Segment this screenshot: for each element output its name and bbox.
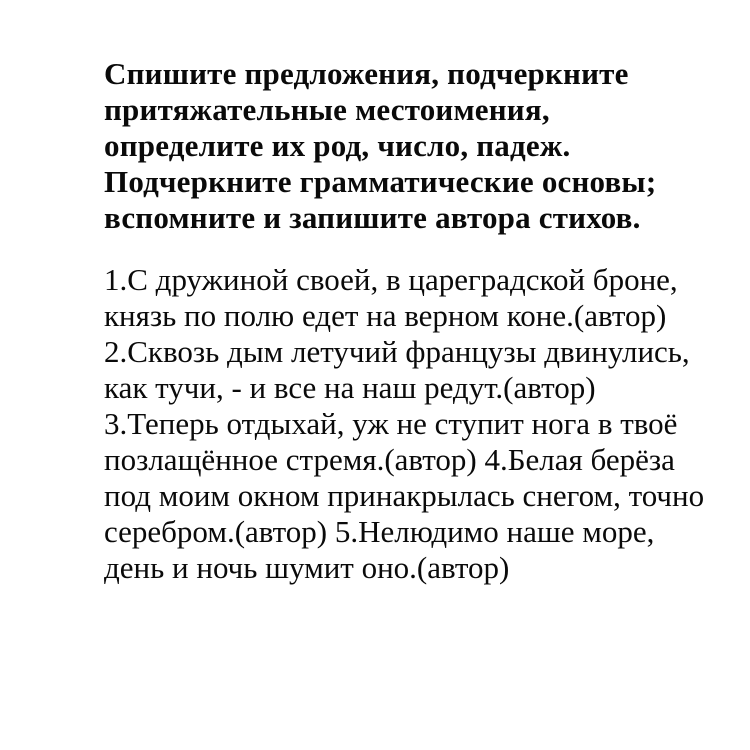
sentence-line: 2.Сквозь дым летучий французы двинулись, <box>104 334 690 369</box>
task-sentences <box>104 262 710 586</box>
instruction-line: притяжательные местоимения, <box>104 92 550 127</box>
instruction-line: Подчеркните грамматические основы; <box>104 164 657 199</box>
instruction-line: Спишите предложения, подчеркните <box>104 56 629 91</box>
sentence-line: день и ночь шумит оно.(автор) <box>104 550 510 585</box>
sentence-line: позлащённое стремя.(автор) 4.Белая берёза <box>104 442 675 477</box>
instruction-line: вспомните и запишите автора стихов. <box>104 200 641 235</box>
sentence-line: как тучи, - и все на наш редут.(автор) <box>104 370 596 405</box>
instruction-line: определите их род, число, падеж. <box>104 128 571 163</box>
sentence-line: серебром.(автор) 5.Нелюдимо наше море, <box>104 514 655 549</box>
document-page <box>104 56 710 586</box>
task-instruction <box>104 56 710 236</box>
sentence-line: князь по полю едет на верном коне.(автор) <box>104 298 667 333</box>
sentence-line: 1.С дружиной своей, в цареградской броне, <box>104 262 678 297</box>
sentence-line: 3.Теперь отдыхай, уж не ступит нога в твоё <box>104 406 678 441</box>
sentence-line: под моим окном принакрылась снегом, точно <box>104 478 705 513</box>
